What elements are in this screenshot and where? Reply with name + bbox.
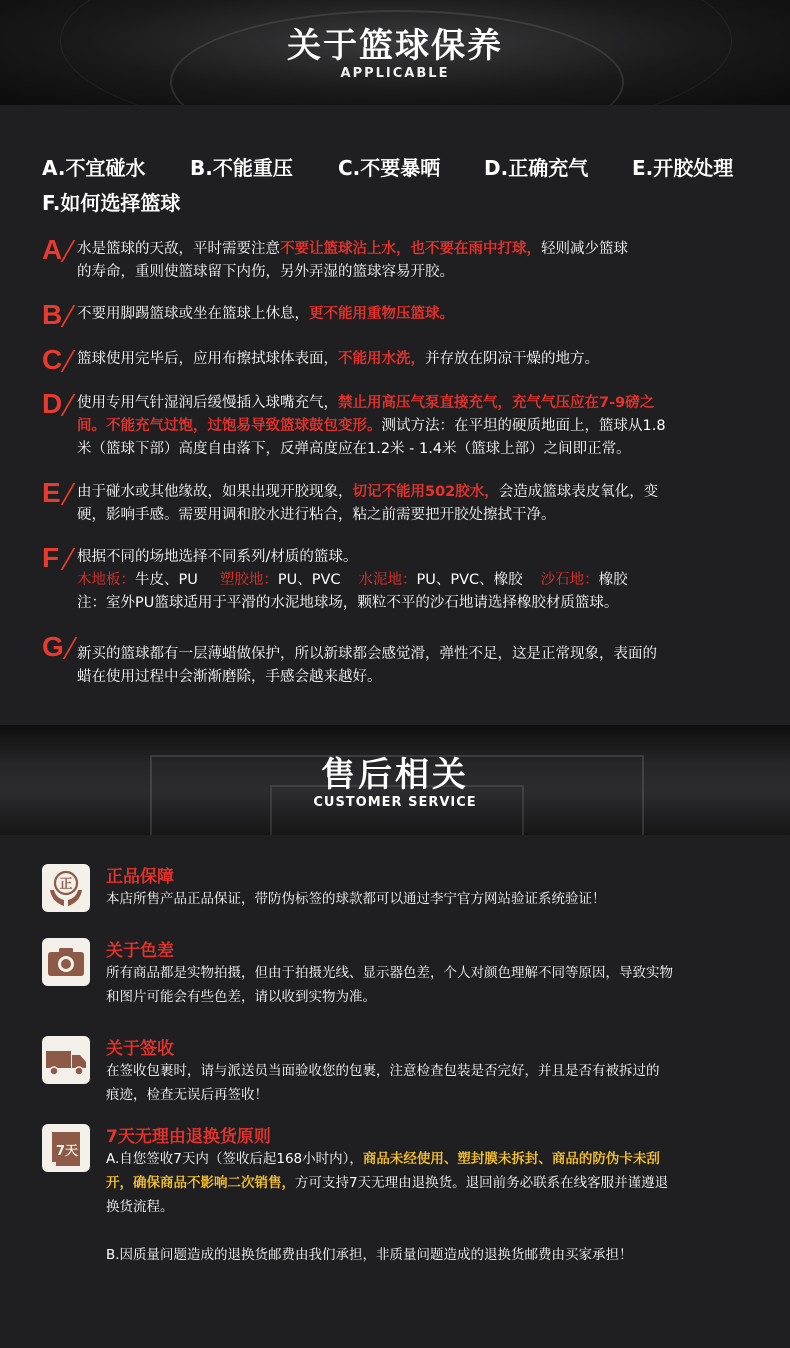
topic-d: D.正确充气 [484, 156, 589, 180]
service-body [106, 1147, 762, 1267]
text-segment: 测试方法：在平坦的硬质地面上，篮球从1.8 [381, 418, 666, 434]
item-text [77, 238, 767, 284]
item-letter: A [42, 234, 63, 265]
slash-icon [61, 394, 76, 416]
text-segment: 水是篮球的天敌，平时需要注意 [77, 241, 280, 257]
court-material: PU、PVC [277, 572, 341, 588]
service-body [106, 1059, 762, 1107]
item-letter: E [42, 477, 61, 508]
item-text [77, 481, 767, 527]
text-segment: 会造成篮球表皮氧化，变 [498, 484, 659, 500]
text-segment: 使用专用气针湿润后缓慢插入球嘴充气， [77, 395, 338, 411]
seven-days-icon [42, 1124, 90, 1172]
service-subtitle: CUSTOMER SERVICE [313, 795, 477, 810]
item-letter: C [42, 344, 63, 375]
topic-e: E.开胶处理 [632, 156, 734, 180]
seven-days-icon-text: 7天 [55, 1144, 79, 1159]
delivery-truck-icon [42, 1036, 90, 1084]
item-letter: D [42, 388, 63, 419]
text-line: 注：室外PU篮球适用于平滑的水泥地球场，颗粒不平的沙石地请选择橡胶材质篮球。 [77, 595, 619, 611]
item-letter: G [42, 631, 64, 662]
text-segment: 轻则减少篮球 [541, 241, 628, 257]
text-line: 换货流程。 [106, 1199, 174, 1215]
text-segment: 由于碰水或其他缘故，如果出现开胶现象， [77, 484, 353, 500]
item-text [77, 643, 767, 689]
text-line: 本店所售产品正品保证，带防伪标签的球款都可以通过李宁官方网站验证系统验证！ [106, 891, 606, 907]
court-material: 橡胶 [598, 572, 628, 588]
highlight-text: 商品未经使用、塑封膜未拆封、商品的防伪卡未刮 [362, 1151, 660, 1167]
text-segment: A.自您签收7天内（签收后起168小时内）， [106, 1151, 363, 1167]
slash-icon [61, 548, 76, 570]
service-title-sign: 关于签收 [106, 1039, 174, 1059]
slash-icon [63, 637, 78, 659]
highlight-text: 开，确保商品不影响二次销售， [106, 1175, 295, 1191]
court-label: 水泥地： [358, 572, 417, 588]
service-title-genuine: 正品保障 [106, 867, 174, 887]
slash-icon [61, 350, 76, 372]
text-line: 蜡在使用过程中会渐渐磨除，手感会越来越好。 [77, 669, 382, 685]
item-text [77, 303, 767, 326]
court-label: 塑胶地： [219, 572, 278, 588]
warning-text: 禁止用高压气泵直接充气，充气气压应在7-9磅之 [338, 395, 655, 411]
court-material: 牛皮、PU [135, 572, 198, 588]
text-line: 根据不同的场地选择不同系列/材质的篮球。 [77, 549, 358, 565]
service-title-returns: 7天无理由退换货原则 [106, 1127, 271, 1147]
warning-text: 不能用水洗， [338, 351, 425, 367]
maintenance-subtitle: APPLICABLE [340, 66, 450, 81]
item-text [77, 348, 767, 371]
text-line: 新买的篮球都有一层薄蜡做保护，所以新球都会感觉滑，弹性不足，这是正常现象，表面的 [77, 646, 657, 662]
text-line: 的寿命，重则使篮球留下内伤，另外弄湿的篮球容易开胶。 [77, 264, 454, 280]
maintenance-section [0, 105, 790, 725]
text-segment: 方可支持7天无理由退换货。退回前务必联系在线客服并谨遵退 [295, 1175, 669, 1191]
item-letter: F [42, 542, 60, 573]
item-text [77, 546, 767, 615]
service-title: 售后相关 [321, 755, 469, 795]
slash-icon [61, 305, 76, 327]
text-line: 硬，影响手感。需要用调和胶水进行粘合，粘之前需要把开胶处擦拭干净。 [77, 507, 556, 523]
text-line: 米（篮球下部）高度自由落下，反弹高度应在1.2米 - 1.4米（篮球上部）之间即正常。 [77, 441, 631, 457]
court-label: 木地板： [77, 572, 135, 588]
genuine-hands-icon [42, 864, 90, 912]
camera-icon [42, 938, 90, 986]
topic-c: C.不要暴晒 [338, 156, 441, 180]
maintenance-banner [0, 0, 790, 105]
text-segment: 篮球使用完毕后，应用布擦拭球体表面， [77, 351, 338, 367]
court-label: 沙石地： [540, 572, 599, 588]
maintenance-title: 关于篮球保养 [287, 26, 503, 66]
service-section [0, 835, 790, 1348]
warning-text: 间。不能充气过饱，过饱易导致篮球鼓包变形。 [77, 418, 382, 434]
court-material: PU、PVC、橡胶 [416, 572, 523, 588]
court-material-line [77, 569, 767, 592]
topic-f: F.如何选择篮球 [42, 191, 181, 215]
service-title-color: 关于色差 [106, 941, 174, 961]
item-text [77, 392, 767, 461]
text-line: 在签收包裹时，请与派送员当面验收您的包裹，注意检查包装是否完好，并且是否有被拆过的 [106, 1063, 660, 1079]
service-body [106, 887, 762, 911]
slash-icon [61, 240, 76, 262]
text-line: 所有商品都是实物拍摄，但由于拍摄光线、显示器色差，个人对颜色理解不同等原因，导致实物 [106, 965, 673, 981]
warning-text: 不要让篮球沾上水，也不要在雨中打球， [280, 241, 541, 257]
slash-icon [61, 483, 76, 505]
text-segment: 并存放在阴凉干燥的地方。 [425, 351, 599, 367]
genuine-icon-text: 正 [59, 877, 73, 892]
service-banner [0, 725, 790, 835]
warning-text: 更不能用重物压篮球。 [309, 306, 454, 322]
text-line: B.因质量问题造成的退换货邮费由我们承担，非质量问题造成的退换货邮费由买家承担！ [106, 1247, 633, 1263]
text-segment: 不要用脚踢篮球或坐在篮球上休息， [77, 306, 309, 322]
text-line: 痕迹，检查无误后再签收！ [106, 1087, 268, 1103]
topic-b: B.不能重压 [190, 156, 293, 180]
text-line: 和图片可能会有些色差，请以收到实物为准。 [106, 989, 376, 1005]
service-body [106, 961, 762, 1009]
warning-text: 切记不能用502胶水， [352, 484, 499, 500]
topic-a: A.不宜碰水 [42, 156, 146, 180]
item-letter: B [42, 299, 63, 330]
